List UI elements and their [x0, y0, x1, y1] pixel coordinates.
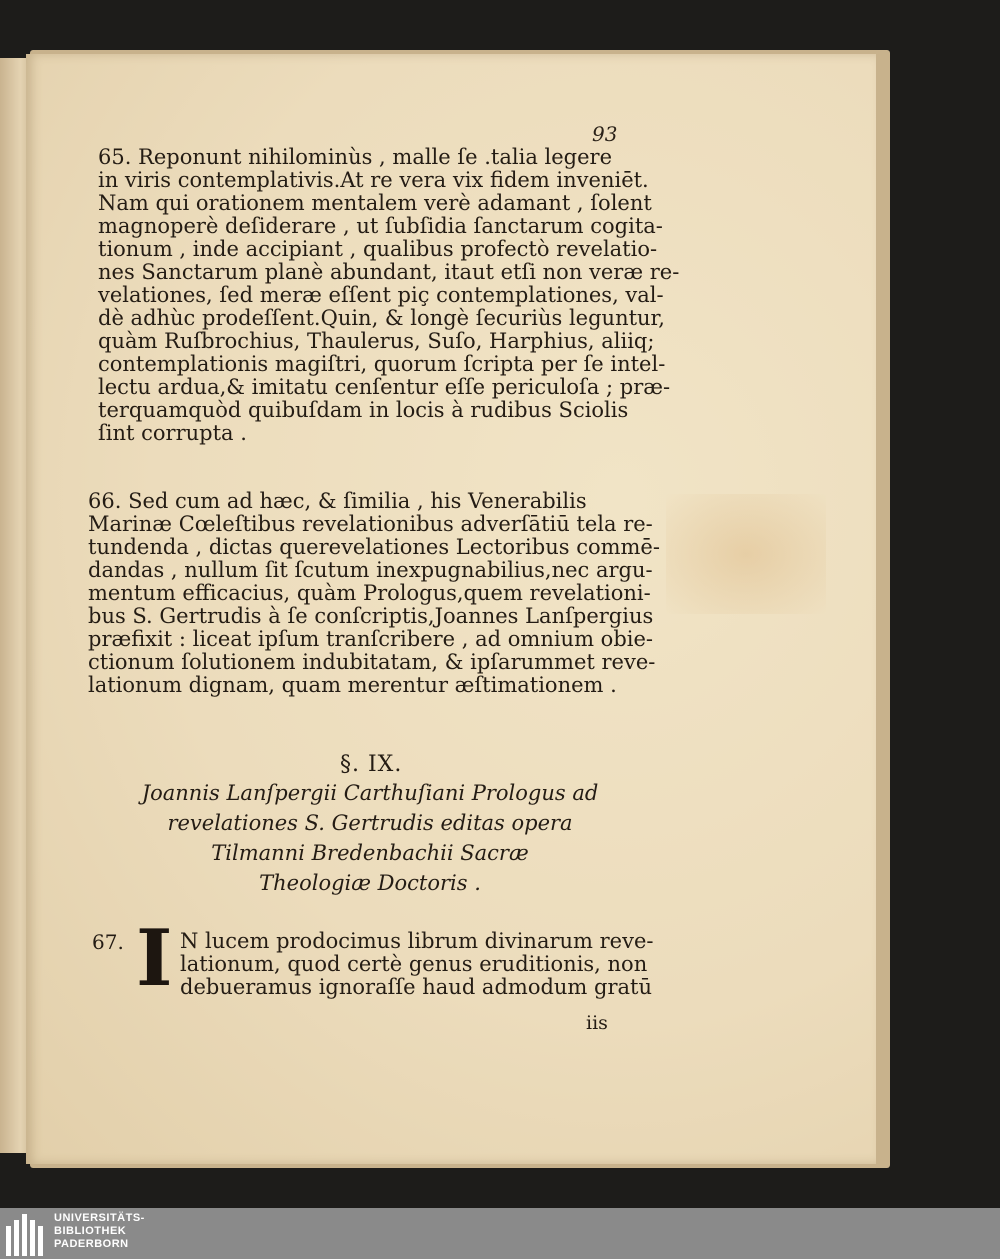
library-footer — [0, 1208, 1000, 1259]
text-line: 66. Sed cum ad hæc, & ſimilia , his Venerabilis — [88, 489, 587, 513]
title-line: Joannis Lanſpergii Carthuſiani Prologus ad — [141, 781, 599, 805]
paragraph-65 — [98, 146, 679, 445]
drop-capital: I — [136, 913, 173, 1004]
text-line: 65. Reponunt nihilominùs , malle ſe .talia legere — [98, 145, 612, 169]
text-line: in viris contemplativis.At re vera vix fidem inveniēt. — [98, 168, 649, 192]
text-line: magnoperè deſiderare , ut ſubſidia ſanctarum cogita- — [98, 214, 663, 238]
section-mark: §. IX. — [340, 752, 403, 777]
text-line: terquamquòd quibuſdam in locis à rudibus Sciolis — [98, 398, 629, 422]
title-line: Theologiæ Doctoris . — [259, 871, 481, 895]
title-line: revelationes S. Gertrudis editas opera — [167, 811, 573, 835]
text-line: debueramus ignoraſſe haud admodum gratū — [180, 975, 652, 999]
title-line: Tilmanni Bredenbachii Sacræ — [211, 841, 529, 865]
page-number: 93 — [592, 122, 618, 146]
text-line: Marinæ Cœleſtibus revelationibus adverſātiū tela re- — [88, 512, 653, 536]
text-line: tionum , inde accipiant , qualibus profectò revelatio- — [98, 237, 658, 261]
text-line: ctionum ſolutionem indubitatam, & ipſarummet reve- — [88, 650, 656, 674]
text-line: contemplationis magiſtri, quorum ſcripta per ſe intel- — [98, 352, 666, 376]
paragraph-67 — [180, 930, 653, 999]
text-line: præfixit : liceat ipſum tranſcribere , ad omnium obie- — [88, 627, 654, 651]
text-line: ſint corrupta . — [98, 421, 247, 445]
paragraph-number: 67. — [92, 930, 124, 954]
text-line: bus S. Gertrudis à ſe conſcriptis,Joannes Lanſpergius — [88, 604, 654, 628]
text-line: dè adhùc prodeſſent.Quin, & longè ſecuriùs leguntur, — [98, 306, 665, 330]
section-title — [110, 778, 630, 898]
text-line: velationes, ſed meræ eſſent piç contemplationes, val- — [98, 283, 664, 307]
text-line: dandas , nullum ſit ſcutum inexpugnabilius,nec argu- — [88, 558, 653, 582]
text-line: lationum, quod certè genus eruditionis, non — [180, 952, 648, 976]
text-line: N lucem prodocimus librum divinarum reve- — [180, 929, 654, 953]
paragraph-66 — [88, 490, 660, 697]
paper-stain — [666, 494, 826, 614]
library-name-line: BIBLIOTHEK — [54, 1225, 127, 1237]
text-line: lectu ardua,& imitatu cenſentur eſſe periculoſa ; præ- — [98, 375, 671, 399]
text-line: quàm Ruſbrochius, Thaulerus, Suſo, Harphius, aliiq; — [98, 329, 655, 353]
library-logo-icon — [6, 1212, 46, 1256]
library-name-line: UNIVERSITÄTS- — [54, 1212, 145, 1224]
text-line: nes Sanctarum planè abundant, itaut etſi non veræ re- — [98, 260, 680, 284]
text-line: mentum efficacius, quàm Prologus,quem revelationi- — [88, 581, 651, 605]
text-line: lationum dignam, quam merentur æſtimationem . — [88, 673, 617, 697]
library-name — [54, 1212, 145, 1251]
catchword: iis — [586, 1012, 608, 1034]
library-name-line: PADERBORN — [54, 1238, 129, 1250]
text-line: tundenda , dictas querevelationes Lectoribus commē- — [88, 535, 660, 559]
text-line: Nam qui orationem mentalem verè adamant , ſolent — [98, 191, 652, 215]
